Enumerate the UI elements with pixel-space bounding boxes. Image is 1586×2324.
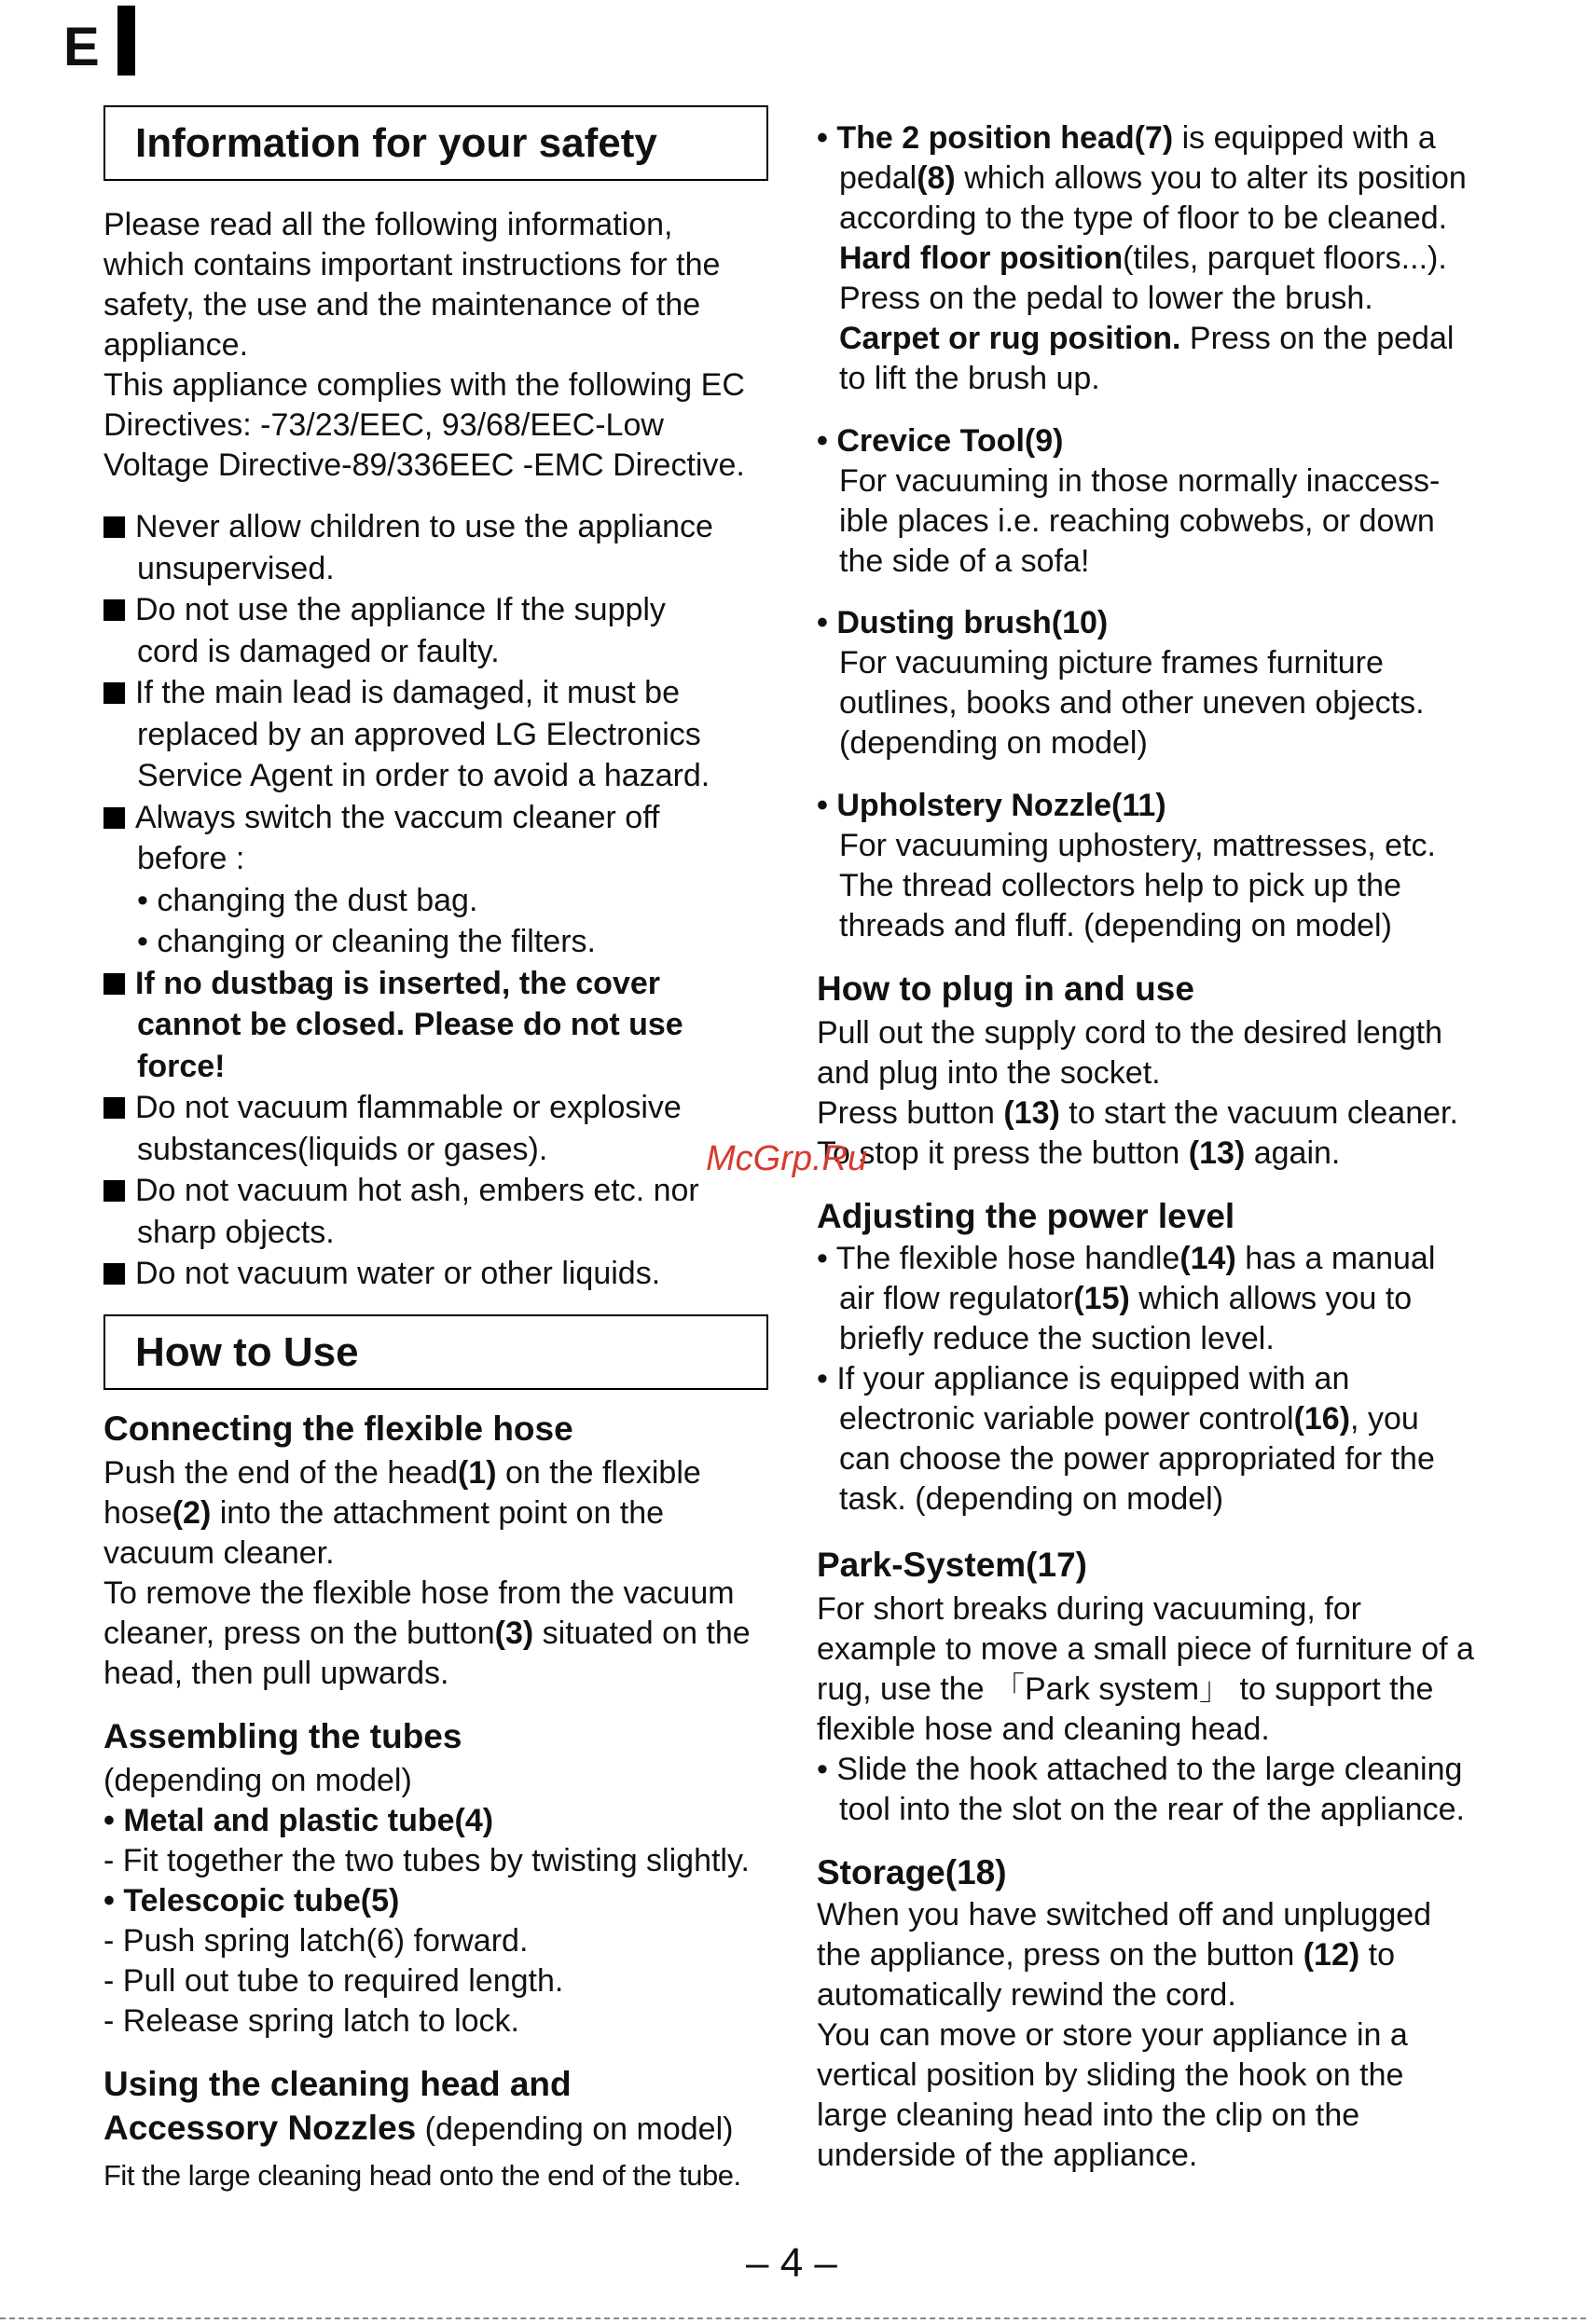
cleaning-head-text: Fit the large cleaning head onto the end of the tube. (103, 2159, 741, 2192)
section-heading: How to plug in and use (817, 969, 1194, 1008)
section-heading: Park-System(17) (817, 1546, 1087, 1584)
safety-bullet-cont: • changing the dust bag. (137, 882, 478, 918)
safety-bullet-cont: • changing or cleaning the filters. (137, 924, 596, 959)
safety-bullet: Do not vacuum water or other liquids. (103, 1253, 713, 1295)
safety-bullet-list (103, 506, 713, 1295)
page-bottom-rule (0, 2317, 1586, 2319)
section-heading: Adjusting the power level (817, 1197, 1235, 1235)
safety-bullet: If the main lead is damaged, it must be (103, 672, 713, 714)
square-bullet-icon (103, 807, 125, 829)
safety-bullet: Do not vacuum flammable or explosive (103, 1087, 713, 1129)
section-heading: Using the cleaning head and (103, 2065, 572, 2103)
safety-bullet-cont: unsupervised. (137, 550, 335, 586)
language-marker-bar (117, 6, 135, 76)
square-bullet-icon (103, 516, 125, 538)
dusting-brush-text: • Dusting brush(10) For vacuuming picture frames furniture outlines, books and other uneven objects. (depending on model) (817, 605, 1425, 761)
safety-bullet-cont: sharp objects. (137, 1214, 335, 1250)
square-bullet-icon (103, 973, 125, 995)
safety-title: Information for your safety (135, 119, 657, 166)
safety-intro (103, 205, 745, 486)
crevice-tool-text: • Crevice Tool(9) For vacuuming in those normally inaccess- ible places i.e. reaching cobwebs, or down the side of a sofa! (817, 423, 1441, 579)
safety-bullet: Do not vacuum hot ash, embers etc. nor (103, 1170, 713, 1212)
page-number: – 4 – (746, 2240, 837, 2286)
park-system-text: For short breaks during vacuuming, for example to move a small piece of furniture of a rug, use the 「Park system」 to support the flexible hose and cleaning head. • Slide the hook attached to the large cleaning tool into the slot on the rear of the appliance. (817, 1591, 1474, 1827)
upholstery-nozzle-text: • Upholstery Nozzle(11) For vacuuming uphostery, mattresses, etc. The thread collectors help to pick up the threads and fluff. (depending on model) (817, 788, 1436, 943)
two-position-head-text: • The 2 position head(7) is equipped with a pedal(8) which allows you to alter its position according to the type of floor to be cleaned. Hard floor position(tiles, parquet floors...). Press on the pedal to lower the brush. Carpet or rug position. Press on the pedal to lift the brush up. (817, 120, 1467, 396)
safety-bullet-cont: before : (137, 841, 245, 876)
safety-title-box (103, 105, 768, 181)
plug-text: Pull out the supply cord to the desired length and plug into the socket. Press button (13) to start the vacuum cleaner. To stop it press the button (13) again. (817, 1015, 1458, 1171)
language-marker: E (63, 17, 100, 77)
safety-bullet-cont: force! (137, 1048, 226, 1084)
intro-line: This appliance complies with the following EC (103, 367, 745, 403)
section-heading: Connecting the flexible hose (103, 1410, 573, 1448)
assembling-text: (depending on model) • Metal and plastic tube(4) - Fit together the two tubes by twisting slightly. • Telescopic tube(5) - Push spring latch(6) forward. - Pull out tube to required length. - Release spring latch to lock. (103, 1763, 750, 2039)
intro-line: Voltage Directive-89/336EEC -EMC Directive. (103, 447, 745, 483)
safety-bullet: Never allow children to use the appliance (103, 506, 713, 548)
safety-bullet: Do not use the appliance If the supply (103, 589, 713, 631)
intro-line: Directives: -73/23/EEC, 93/68/EEC-Low (103, 407, 664, 443)
intro-line: safety, the use and the maintenance of the (103, 287, 701, 323)
connecting-text: Push the end of the head(1) on the flexible hose(2) into the attachment point on the vacuum cleaner. To remove the flexible hose from the vacuum cleaner, press on the button(3) situated on the head, then pull upwards. (103, 1455, 751, 1691)
square-bullet-icon (103, 682, 125, 704)
safety-bullet-cont: substances(liquids or gases). (137, 1131, 548, 1167)
section-heading: Assembling the tubes (103, 1717, 462, 1755)
intro-line: Please read all the following information, (103, 207, 673, 242)
square-bullet-icon (103, 1263, 125, 1285)
safety-bullet-cont: cord is damaged or faulty. (137, 633, 500, 669)
section-heading: Storage(18) (817, 1853, 1007, 1891)
safety-bullet-cont: cannot be closed. Please do not use (137, 1007, 683, 1042)
safety-bullet-cont: replaced by an approved LG Electronics (137, 716, 701, 752)
intro-line: appliance. (103, 327, 249, 363)
how-to-use-title: How to Use (135, 1328, 359, 1375)
square-bullet-icon (103, 1180, 125, 1202)
square-bullet-icon (103, 1097, 125, 1119)
power-level-text: • The flexible hose handle(14) has a manual air flow regulator(15) which allows you to briefly reduce the suction level. • If your appliance is equipped with an electronic variable power control(16), you can choose the power appropriated for the task. (depending on model) (817, 1241, 1436, 1517)
intro-line: which contains important instructions for the (103, 247, 721, 282)
square-bullet-icon (103, 599, 125, 621)
watermark: McGrp.Ru (706, 1139, 868, 1178)
safety-bullet: Always switch the vaccum cleaner off (103, 797, 713, 839)
safety-bullet-warning: If no dustbag is inserted, the cover (103, 963, 713, 1005)
safety-bullet-cont: Service Agent in order to avoid a hazard. (137, 758, 710, 793)
section-heading: Accessory Nozzles (depending on model) (103, 2109, 734, 2147)
how-to-use-title-box (103, 1314, 768, 1390)
storage-text: When you have switched off and unplugged the appliance, press on the button (12) to automatically rewind the cord. You can move or store your appliance in a vertical position by sliding the hook on the large cleaning head into the clip on the underside of the appliance. (817, 1897, 1432, 2173)
